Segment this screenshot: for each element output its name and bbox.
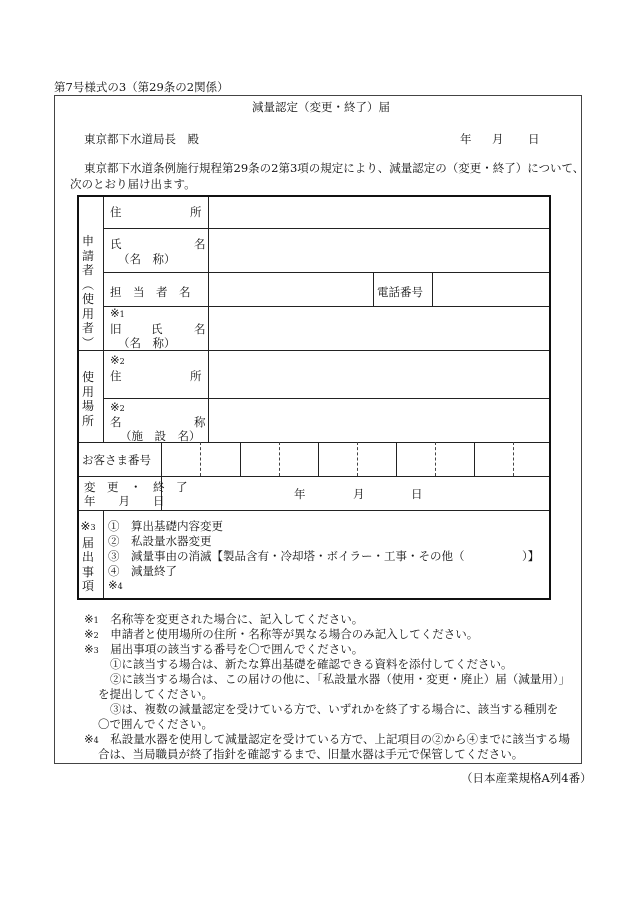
intro-line1: 東京都下水道条例施行規程第29条の2第3項の規定により、減量認定の（変更・終了）について、	[84, 161, 585, 175]
old-name-sub: （名 称）	[118, 336, 176, 350]
change-year-label: 年	[294, 487, 306, 501]
location-name-mark: ※2	[110, 400, 125, 414]
change-month-label: 月	[353, 487, 365, 501]
name-label-right: 名	[194, 237, 206, 251]
form-code: 第7号様式の3（第29条の2関係）	[54, 80, 229, 94]
change-day-label: 日	[411, 487, 423, 501]
notification-item-1[interactable]: ① 算出基礎内容変更	[108, 519, 223, 533]
location-address-right: 所	[190, 369, 202, 383]
location-name-right: 称	[194, 415, 206, 429]
note-3-detail-5: 〇で囲んでください。	[98, 717, 213, 731]
location-name-left: 名	[110, 415, 122, 429]
location-address-mark: ※2	[110, 353, 125, 367]
notification-item-4[interactable]: ④ 減量終了	[108, 564, 177, 578]
note-3-detail-4: ③は、複数の減量認定を受けている方で、いずれかを終了する場合に、該当する種別を	[110, 702, 559, 716]
phone-label: 電話番号	[377, 285, 423, 299]
applicant-address-field[interactable]	[209, 198, 549, 227]
location-name-field[interactable]	[209, 399, 549, 441]
note-4-line2: 合は、当局職員が終了指針を確認するまで、旧量水器は手元で保管してください。	[98, 747, 524, 761]
date-month-label: 月	[492, 132, 504, 146]
location-group-label: 使 用 場 所	[81, 370, 94, 428]
notification-footer-mark: ※4	[108, 578, 123, 592]
change-date-label-line2: 年 月 日	[84, 494, 165, 508]
location-address-left: 住	[110, 369, 122, 383]
customer-number-digit[interactable]	[201, 443, 239, 475]
contact-name-field[interactable]	[209, 273, 372, 305]
name-label-left: 氏	[110, 237, 122, 251]
name-label-sub: （名 称）	[118, 252, 176, 266]
customer-number-digit[interactable]	[280, 443, 317, 475]
old-name-left: 旧	[110, 322, 122, 336]
customer-number-label: お客さま番号	[82, 453, 151, 467]
customer-number-digit[interactable]	[241, 443, 278, 475]
note-3-detail-3: を提出してください。	[98, 687, 213, 701]
notification-group-label: ※3 届 出 事 項	[80, 519, 96, 593]
date-year-label: 年	[460, 132, 472, 146]
old-name-field[interactable]	[209, 307, 549, 349]
note-3-detail-2: ②に該当する場合は、この届けの他に、「私設量水器（使用・変更・廃止）届（減量用）」	[110, 672, 570, 686]
note-2: ※2 申請者と使用場所の住所・名称等が異なる場合のみ記入してください。	[84, 627, 479, 641]
old-name-right: 名	[194, 322, 206, 336]
customer-number-digit[interactable]	[319, 443, 356, 475]
customer-number-digit[interactable]	[161, 443, 200, 475]
notification-item-2[interactable]: ② 私設量水器変更	[108, 534, 212, 548]
form-title: 減量認定（変更・終了）届	[252, 100, 390, 114]
paper-standard: （日本産業規格A列4番）	[461, 771, 592, 785]
note-3: ※3 届出事項の該当する番号を〇で囲んでください。	[84, 642, 364, 656]
old-name-mid: 氏	[151, 322, 163, 336]
note-3-detail-1: ①に該当する場合は、新たな算出基礎を確認できる資料を添付してください。	[110, 657, 513, 671]
location-name-sub: （施 設 名）	[120, 429, 201, 443]
note-4-line1: ※4 私設量水器を使用して減量認定を受けている方で、上記項目の②から④までに該当する場	[84, 732, 570, 746]
note-1: ※1 名称等を変更された場合に、記入してください。	[84, 612, 364, 626]
address-label-right: 所	[190, 205, 202, 219]
contact-label: 担 当 者 名	[110, 285, 191, 299]
address-label-left: 住	[110, 205, 122, 219]
addressee: 東京都下水道局長 殿	[84, 132, 199, 146]
customer-number-digit[interactable]	[358, 443, 395, 475]
applicant-group-label: 申 請 者 ︵ 使 用 者 ︶	[81, 234, 94, 350]
customer-number-digit[interactable]	[436, 443, 473, 475]
notification-item-3[interactable]: ③ 減量事由の消滅【製品含有・冷却塔・ボイラー・工事・その他（ ）】	[108, 549, 540, 563]
date-day-label: 日	[528, 132, 540, 146]
phone-field[interactable]	[433, 273, 549, 305]
applicant-name-field[interactable]	[209, 229, 549, 271]
location-address-field[interactable]	[209, 351, 549, 397]
old-name-mark: ※1	[110, 306, 125, 320]
change-date-label-line1: 変 更 ・ 終 了	[84, 480, 188, 494]
intro-line2: 次のとおり届け出ます。	[70, 177, 196, 191]
customer-number-digit[interactable]	[397, 443, 434, 475]
